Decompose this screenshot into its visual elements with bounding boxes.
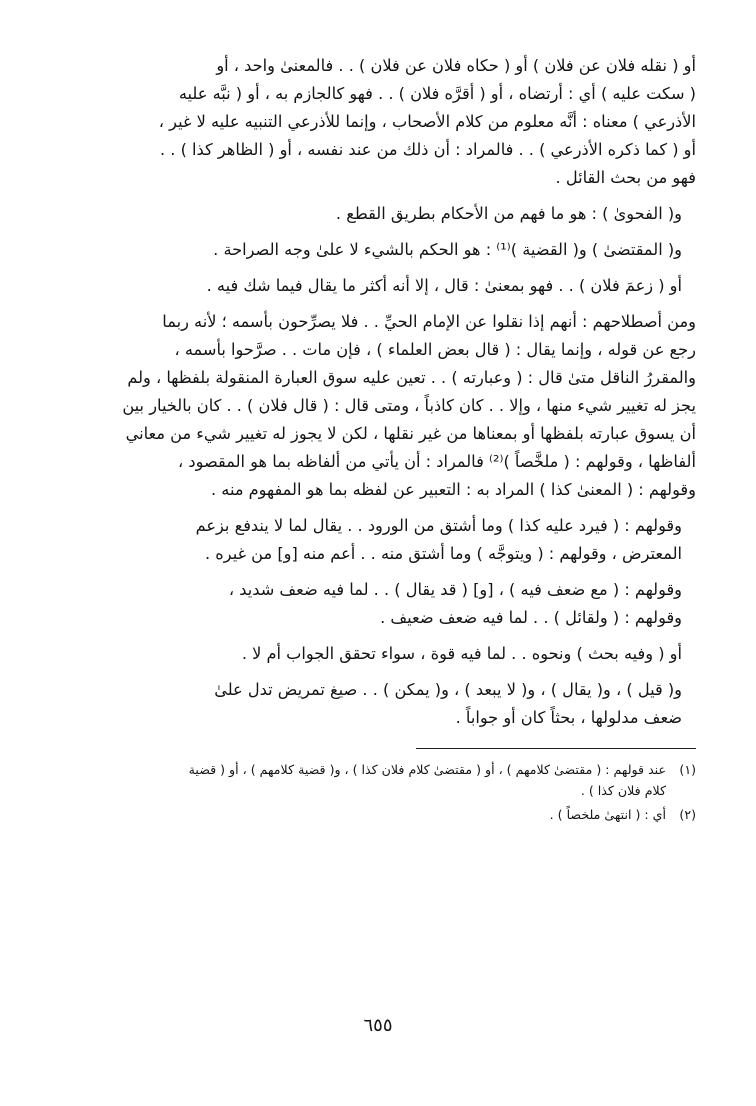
text-line: ضعف مدلولها ، بحثاً كان أو جواباً . xyxy=(455,708,682,727)
text-line: أن يسوق عبارته بلفظها أو بمعناها من غير نقلها ، لكن لا يجوز له تغيير شيء من معاني xyxy=(125,424,696,443)
footnote-number: (١) xyxy=(679,762,696,777)
footnote-text: كلام فلان كذا ) . xyxy=(580,783,666,798)
paragraph-2 xyxy=(66,200,696,228)
text-line: أو ( كما ذكره الأذرعي ) . . فالمراد : أن ذلك من عند نفسه ، أو ( الظاهر كذا ) . . xyxy=(159,140,696,159)
text-line: و( قيل ) ، و( يقال ) ، و( لا يبعد ) ، و( يمكن ) . . صيغ تمريض تدل علىٰ xyxy=(214,680,682,699)
footnote-text: عند قولهم : ( مقتضىٰ كلامهم ) ، أو ( مقتضىٰ كلام فلان كذا ) ، و( قضية كلامهم ) ، أو ( قضية xyxy=(188,762,666,777)
text-line: أو ( زعمَ فلان ) . . فهو بمعنىٰ : قال ، إلا أنه أكثر ما يقال فيما شك فيه . xyxy=(206,276,682,295)
footnote-2 xyxy=(66,804,696,825)
paragraph-1 xyxy=(66,52,696,192)
paragraph-3 xyxy=(66,236,696,264)
paragraph-7 xyxy=(66,576,696,632)
paragraph-9 xyxy=(66,676,696,732)
text-line: الأذرعي ) معناه : أنَّه معلوم من كلام الأصحاب ، وإنما للأذرعي التنبيه عليه لا غير ، xyxy=(158,112,696,131)
paragraph-4 xyxy=(66,272,696,300)
footnote-number: (٢) xyxy=(679,807,696,822)
footnote-1 xyxy=(66,759,696,801)
text-line: وقولهم : ( فيرد عليه كذا ) وما أشتق من الورود . . يقال لما لا يندفع بزعم xyxy=(195,516,682,535)
paragraph-5 xyxy=(66,308,696,504)
footnote-separator xyxy=(416,748,696,749)
text-line: ومن أصطلاحهم : أنهم إذا نقلوا عن الإمام الحيِّ . . فلا يصرِّحون بأسمه ؛ لأنه ربما xyxy=(162,312,696,331)
paragraph-8 xyxy=(66,640,696,668)
text-line: رجع عن قوله ، وإنما يقال : ( قال بعض العلماء ) ، فإن مات . . صرَّحوا بأسمه ، xyxy=(174,340,696,359)
page-content xyxy=(66,52,696,828)
footnote-text: أي : ( انتهىٰ ملخصاً ) . xyxy=(549,807,666,822)
text-line: المعترض ، وقولهم : ( ويتوجَّه ) وما أشتق منه . . أعم منه [و] من غيره . xyxy=(204,544,682,563)
text-line: ( سكت عليه ) أي : أرتضاه ، أو ( أقرَّه فلان ) . . فهو كالجازم به ، أو ( نبَّه عليه xyxy=(178,84,696,103)
text-line: وقولهم : ( ولقائل ) . . لما فيه ضعف ضعيف . xyxy=(380,608,682,627)
text-line: أو ( وفيه بحث ) ونحوه . . لما فيه قوة ، سواء تحقق الجواب أم لا . xyxy=(241,644,682,663)
text-line: و( المقتضىٰ ) و( القضية )⁽¹⁾ : هو الحكم بالشيء لا علىٰ وجه الصراحة . xyxy=(213,240,682,259)
paragraph-6 xyxy=(66,512,696,568)
text-line: يجز له تغيير شيء منها ، وإلا . . كان كاذباً ، ومتى قال : ( قال فلان ) . . كان بالخيار بين xyxy=(122,396,696,415)
page-number: ٦٥٥ xyxy=(363,1015,393,1036)
text-line: والمقررُ الناقل متىٰ قال : ( وعبارته ) . . تعين عليه سوق العبارة المنقولة بلفظها ، ولم xyxy=(127,368,696,387)
text-line: وقولهم : ( مع ضعف فيه ) ، [و] ( قد يقال ) . . لما فيه ضعف شديد ، xyxy=(228,580,682,599)
text-line: أو ( نقله فلان عن فلان ) أو ( حكاه فلان عن فلان ) . . فالمعنىٰ واحد ، أو xyxy=(216,56,696,75)
text-line: و( الفحوىٰ ) : هو ما فهم من الأحكام بطريق القطع . xyxy=(335,204,682,223)
text-line: فهو من بحث القائل . xyxy=(555,168,696,187)
text-line: ألفاظها ، وقولهم : ( ملخَّصاً )⁽²⁾ فالمراد : أن يأتي من ألفاظه بما هو المقصود ، xyxy=(178,452,696,471)
text-line: وقولهم : ( المعنىٰ كذا ) المراد به : التعبير عن لفظه بما هو المفهوم منه . xyxy=(210,480,696,499)
